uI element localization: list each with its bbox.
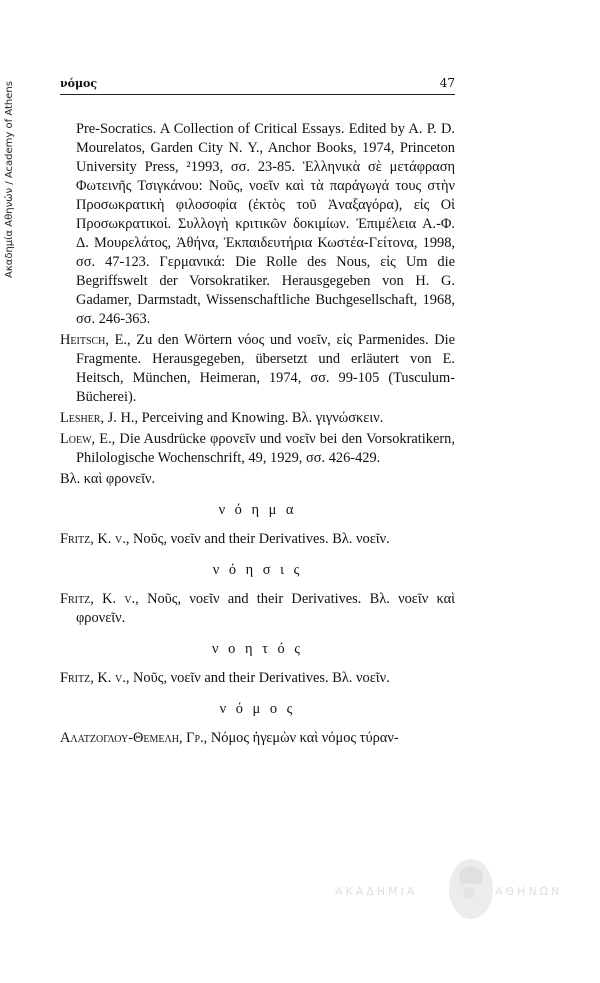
page-number: 47 (439, 76, 455, 90)
entry-text: Loew, E., Die Ausdrücke φρονεῖν und νοεῖν bei den Vorsokratikern, Philologische Wochenschrift, 49, 1929, σσ. 426-429. (60, 431, 455, 466)
section-heading: ν ο η τ ό ς (212, 641, 303, 657)
running-title: νόμος (60, 77, 98, 90)
section-heading: ν ό μ ο ς (219, 701, 296, 717)
page-text (60, 120, 455, 750)
entry-text: Pre-Socratics. A Collection of Critical Essays. Edited by A. P. D. Mourelatos, Garden City N. Y., Anchor Books, 1974, Princeton University Press, ²1993, σσ. 23-85. Ἑλληνικὰ σὲ μετάφραση Φωτεινῆς Τσιγκάνου: Νοῦς, νοεῖν καὶ τὰ παράγωγά τους στὴν Προσωκρατικὴ φιλοσοφία (ἐκτὸς τοῦ Ἀναξαγόρα), εἰς Οἱ Προσωκρατικοί. Συλλογὴ κριτικῶν δοκιμίων. Ἐπιμέλεια Α.-Φ. Δ. Μουρελάτος, Ἀθήνα, Ἐκπαιδευτήρια Κωστέα-Γείτονα, 1998, σσ. 47-123. Γερμανικά: Die Rolle des Nous, εἰς Um die Begriffswelt der Vorsokratiker. Herausgegeben von H. G. Gadamer, Darmstadt, Wissenschaftliche Buchgesellschaft, 1968, σσ. 246-363. (76, 121, 455, 327)
entry-text: Fritz, K. v., Νοῦς, νοεῖν and their Derivatives. Βλ. νοεῖν καὶ φρονεῖν. (60, 591, 456, 626)
entry-text: Lesher, J. H., Perceiving and Knowing. Βλ. γιγνώσκειν. (60, 410, 384, 426)
entry-text: Fritz, K. v., Νοῦς, νοεῖν and their Derivatives. Βλ. νοεῖν. (60, 670, 390, 686)
watermark-left-text: ΑΚΑΔΗΜΙΑ (335, 885, 418, 898)
entry-text: Heitsch, E., Zu den Wörtern νόος und νοεῖν, εἰς Parmenides. Die Fragmente. Herausgegeben, übersetzt und erläutert von E. Heitsch, München, Heimeran, 1974, σσ. 99-105 (Tusculum-Bücherei). (60, 332, 455, 405)
academy-watermark (335, 855, 585, 925)
athena-emblem-icon (445, 855, 497, 923)
entry-text: Αλατζογλου-Θεμελη, Γρ., Νόμος ἡγεμὼν καὶ νόμος τύραν- (60, 730, 399, 746)
entry-text: Fritz, K. v., Νοῦς, νοεῖν and their Derivatives. Βλ. νοεῖν. (60, 531, 390, 547)
watermark-right-text: ΑΘΗΝΩΝ (495, 885, 563, 898)
page-header (60, 76, 455, 95)
entry-text: Βλ. καὶ φρονεῖν. (60, 471, 156, 487)
archive-side-note: Ακαδημία Αθηνών / Academy of Athens (4, 81, 15, 279)
section-heading: ν ό η μ α (218, 502, 297, 518)
section-heading: ν ό η σ ι ς (212, 562, 303, 578)
